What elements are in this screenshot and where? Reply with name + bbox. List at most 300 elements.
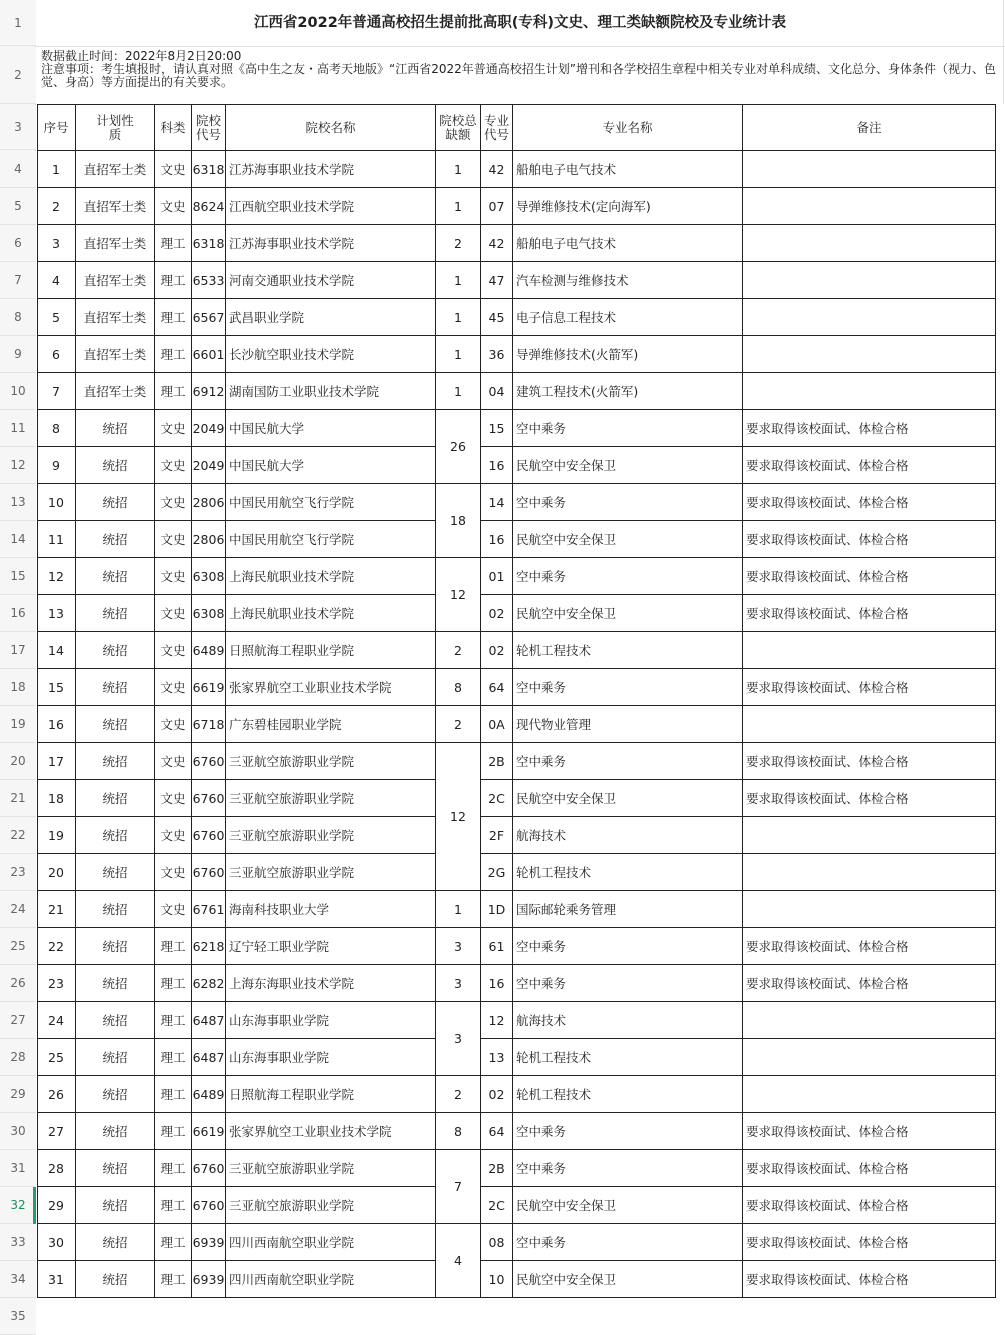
cell-major[interactable]: 民航空中安全保卫 — [516, 790, 617, 806]
cell-plan[interactable]: 统招 — [102, 1160, 128, 1176]
cell-major-code[interactable]: 16 — [488, 457, 505, 473]
cell-major-code[interactable]: 42 — [488, 235, 505, 251]
cell-subject[interactable]: 文史 — [160, 420, 186, 436]
cell-code[interactable]: 6619 — [192, 1123, 225, 1139]
header-total-vacancy[interactable]: 院校总缺额 — [439, 112, 477, 142]
cell-major-code[interactable]: 47 — [488, 272, 505, 288]
cell-total-vacancy[interactable]: 3 — [454, 1031, 462, 1046]
cell-major[interactable]: 轮机工程技术 — [516, 1086, 592, 1102]
cell-code[interactable]: 2049 — [192, 420, 225, 436]
cell-code[interactable]: 6489 — [192, 1086, 225, 1102]
cell-total-vacancy[interactable]: 1 — [454, 272, 462, 288]
cell-school[interactable]: 中国民用航空飞行学院 — [229, 494, 355, 510]
cell-code[interactable]: 6308 — [192, 568, 225, 584]
cell-major-code[interactable]: 2C — [488, 1197, 505, 1213]
cell-major-code[interactable]: 2B — [488, 753, 505, 769]
cell-plan[interactable]: 统招 — [102, 864, 128, 880]
cell-subject[interactable]: 理工 — [160, 346, 186, 362]
cell-remark[interactable] — [743, 854, 995, 891]
cell-remark[interactable]: 要求取得该校面试、体检合格 — [746, 938, 909, 954]
cell-school[interactable]: 四川西南航空职业学院 — [229, 1271, 355, 1287]
cell-major-code[interactable]: 1D — [487, 901, 506, 917]
cell-remark[interactable]: 要求取得该校面试、体检合格 — [746, 568, 909, 584]
cell-subject[interactable]: 文史 — [160, 457, 186, 473]
cell-total-vacancy[interactable]: 26 — [450, 439, 466, 454]
cell-seq[interactable]: 11 — [48, 531, 64, 547]
cell-major-code[interactable]: 02 — [488, 605, 505, 621]
cell-major-code[interactable]: 2C — [488, 790, 505, 806]
cell-remark[interactable]: 要求取得该校面试、体检合格 — [746, 420, 909, 436]
cell-school[interactable]: 中国民用航空飞行学院 — [229, 531, 355, 547]
cell-school[interactable]: 江苏海事职业技术学院 — [229, 235, 355, 251]
cell-plan[interactable]: 直招军士类 — [83, 383, 147, 399]
cell-code[interactable]: 6533 — [192, 272, 225, 288]
cell-seq[interactable]: 20 — [48, 864, 64, 880]
cell-remark[interactable] — [743, 891, 995, 928]
cell-subject[interactable]: 理工 — [160, 1197, 186, 1213]
cell-major-code[interactable]: 16 — [488, 975, 505, 991]
cell-remark[interactable]: 要求取得该校面试、体检合格 — [746, 753, 909, 769]
cell-subject[interactable]: 理工 — [160, 975, 186, 991]
cell-remark[interactable]: 要求取得该校面试、体检合格 — [746, 975, 909, 991]
cell-subject[interactable]: 文史 — [160, 827, 186, 843]
row-number[interactable]: 26 — [0, 965, 36, 1002]
cell-code[interactable]: 6760 — [192, 1160, 225, 1176]
cell-seq[interactable]: 18 — [48, 790, 64, 806]
cell-code[interactable]: 6489 — [192, 642, 225, 658]
cell-plan[interactable]: 直招军士类 — [83, 309, 147, 325]
row-number[interactable]: 2 — [0, 47, 36, 104]
cell-code[interactable]: 6318 — [192, 235, 225, 251]
cell-school[interactable]: 三亚航空旅游职业学院 — [229, 1160, 355, 1176]
cell-seq[interactable]: 12 — [48, 568, 64, 584]
cell-subject[interactable]: 文史 — [160, 605, 186, 621]
cell-code[interactable]: 6912 — [192, 383, 225, 399]
cell-major[interactable]: 航海技术 — [516, 827, 567, 843]
cell-school[interactable]: 三亚航空旅游职业学院 — [229, 827, 355, 843]
header-school-code[interactable]: 院校代号 — [195, 112, 221, 142]
cell-subject[interactable]: 文史 — [160, 198, 186, 214]
cell-major[interactable]: 现代物业管理 — [516, 716, 592, 732]
cell-school[interactable]: 长沙航空职业技术学院 — [229, 346, 355, 362]
cell-seq[interactable]: 21 — [48, 901, 64, 917]
cell-remark[interactable]: 要求取得该校面试、体检合格 — [746, 494, 909, 510]
cell-subject[interactable]: 理工 — [160, 309, 186, 325]
cell-total-vacancy[interactable]: 2 — [454, 716, 462, 732]
cell-seq[interactable]: 23 — [48, 975, 64, 991]
cell-plan[interactable]: 统招 — [102, 753, 128, 769]
header-subject[interactable]: 科类 — [160, 119, 186, 135]
cell-subject[interactable]: 理工 — [160, 272, 186, 288]
cell-school[interactable]: 辽宁轻工职业学院 — [229, 938, 330, 954]
cell-total-vacancy[interactable]: 18 — [450, 513, 466, 528]
row-number[interactable]: 32 — [0, 1187, 36, 1224]
cell-major[interactable]: 船舶电子电气技术 — [516, 161, 617, 177]
cell-major[interactable]: 民航空中安全保卫 — [516, 1271, 617, 1287]
row-number[interactable]: 22 — [0, 817, 36, 854]
cell-seq[interactable]: 9 — [52, 457, 60, 473]
cell-seq[interactable]: 27 — [48, 1123, 64, 1139]
cell-remark[interactable]: 要求取得该校面试、体检合格 — [746, 531, 909, 547]
cell-code[interactable]: 6760 — [192, 1197, 225, 1213]
cell-subject[interactable]: 文史 — [160, 753, 186, 769]
cell-subject[interactable]: 理工 — [160, 1234, 186, 1250]
cell-subject[interactable]: 文史 — [160, 679, 186, 695]
cell-school[interactable]: 海南科技职业大学 — [229, 901, 330, 917]
cell-seq[interactable]: 29 — [48, 1197, 64, 1213]
cell-code[interactable]: 6601 — [192, 346, 225, 362]
cell-major-code[interactable]: 0A — [488, 716, 505, 732]
cell-major[interactable]: 船舶电子电气技术 — [516, 235, 617, 251]
cell-school[interactable]: 三亚航空旅游职业学院 — [229, 864, 355, 880]
cell-major[interactable]: 空中乘务 — [516, 1160, 567, 1176]
cell-total-vacancy[interactable]: 1 — [454, 161, 462, 177]
row-number[interactable]: 11 — [0, 410, 36, 447]
cell-remark[interactable]: 要求取得该校面试、体检合格 — [746, 1123, 909, 1139]
notes-cell[interactable] — [37, 47, 1003, 104]
cell-major-code[interactable]: 16 — [488, 531, 505, 547]
cell-total-vacancy[interactable]: 12 — [450, 809, 466, 824]
cell-remark[interactable] — [743, 632, 995, 669]
cell-subject[interactable]: 理工 — [160, 1271, 186, 1287]
cell-major[interactable]: 民航空中安全保卫 — [516, 531, 617, 547]
cell-plan[interactable]: 统招 — [102, 531, 128, 547]
cell-school[interactable]: 三亚航空旅游职业学院 — [229, 753, 355, 769]
cell-major[interactable]: 空中乘务 — [516, 938, 567, 954]
cell-plan[interactable]: 统招 — [102, 1271, 128, 1287]
cell-seq[interactable]: 15 — [48, 679, 64, 695]
header-major-code[interactable]: 专业代号 — [483, 112, 509, 142]
cell-plan[interactable]: 直招军士类 — [83, 161, 147, 177]
cell-code[interactable]: 6487 — [192, 1012, 225, 1028]
cell-major[interactable]: 汽车检测与维修技术 — [516, 272, 629, 288]
cell-school[interactable]: 广东碧桂园职业学院 — [229, 716, 342, 732]
cell-subject[interactable]: 理工 — [160, 235, 186, 251]
row-number[interactable]: 17 — [0, 632, 36, 669]
cell-remark[interactable]: 要求取得该校面试、体检合格 — [746, 1271, 909, 1287]
row-number[interactable]: 4 — [0, 151, 36, 188]
cell-school[interactable]: 河南交通职业技术学院 — [229, 272, 355, 288]
row-number[interactable]: 25 — [0, 928, 36, 965]
cell-seq[interactable]: 24 — [48, 1012, 64, 1028]
cell-major[interactable]: 航海技术 — [516, 1012, 567, 1028]
cell-code[interactable]: 6318 — [192, 161, 225, 177]
cell-major[interactable]: 轮机工程技术 — [516, 864, 592, 880]
cell-seq[interactable]: 17 — [48, 753, 64, 769]
cell-seq[interactable]: 1 — [52, 161, 60, 177]
cell-major[interactable]: 民航空中安全保卫 — [516, 457, 617, 473]
cell-code[interactable]: 6760 — [192, 790, 225, 806]
cell-major-code[interactable]: 15 — [488, 420, 505, 436]
cell-major-code[interactable]: 36 — [488, 346, 505, 362]
cell-subject[interactable]: 文史 — [160, 716, 186, 732]
cell-school[interactable]: 日照航海工程职业学院 — [229, 642, 355, 658]
cell-total-vacancy[interactable]: 12 — [450, 587, 466, 602]
cell-subject[interactable]: 理工 — [160, 383, 186, 399]
header-remark[interactable]: 备注 — [856, 119, 882, 135]
cell-school[interactable]: 三亚航空旅游职业学院 — [229, 1197, 355, 1213]
cell-plan[interactable]: 统招 — [102, 420, 128, 436]
cell-seq[interactable]: 30 — [48, 1234, 64, 1250]
cell-school[interactable]: 上海民航职业技术学院 — [229, 605, 355, 621]
cell-seq[interactable]: 16 — [48, 716, 64, 732]
cell-major[interactable]: 国际邮轮乘务管理 — [516, 901, 617, 917]
cell-seq[interactable]: 14 — [48, 642, 64, 658]
cell-remark[interactable]: 要求取得该校面试、体检合格 — [746, 790, 909, 806]
cell-seq[interactable]: 2 — [52, 198, 60, 214]
cell-remark[interactable] — [743, 151, 995, 188]
cell-major-code[interactable]: 10 — [488, 1271, 505, 1287]
cell-plan[interactable]: 统招 — [102, 716, 128, 732]
cell-school[interactable]: 山东海事职业学院 — [229, 1012, 330, 1028]
cell-plan[interactable]: 统招 — [102, 1086, 128, 1102]
cell-major-code[interactable]: 2B — [488, 1160, 505, 1176]
cell-total-vacancy[interactable]: 1 — [454, 198, 462, 214]
cell-subject[interactable]: 文史 — [160, 790, 186, 806]
cell-remark[interactable]: 要求取得该校面试、体检合格 — [746, 605, 909, 621]
cell-plan[interactable]: 直招军士类 — [83, 198, 147, 214]
cell-remark[interactable] — [743, 225, 995, 262]
cell-total-vacancy[interactable]: 3 — [454, 975, 462, 991]
cell-seq[interactable]: 7 — [52, 383, 60, 399]
cell-total-vacancy[interactable]: 1 — [454, 901, 462, 917]
cell-remark[interactable] — [743, 336, 995, 373]
cell-total-vacancy[interactable]: 4 — [454, 1253, 462, 1268]
cell-seq[interactable]: 28 — [48, 1160, 64, 1176]
cell-plan[interactable]: 统招 — [102, 975, 128, 991]
cell-total-vacancy[interactable]: 3 — [454, 938, 462, 954]
cell-seq[interactable]: 3 — [52, 235, 60, 251]
cell-remark[interactable] — [743, 373, 995, 410]
cell-school[interactable]: 张家界航空工业职业技术学院 — [229, 1123, 392, 1139]
cell-school[interactable]: 武昌职业学院 — [229, 309, 305, 325]
cell-major[interactable]: 空中乘务 — [516, 568, 567, 584]
cell-total-vacancy[interactable]: 1 — [454, 309, 462, 325]
cell-major[interactable]: 轮机工程技术 — [516, 1049, 592, 1065]
cell-school[interactable]: 湖南国防工业职业技术学院 — [229, 383, 380, 399]
cell-plan[interactable]: 统招 — [102, 1197, 128, 1213]
row-number[interactable]: 3 — [0, 105, 36, 150]
row-number[interactable]: 13 — [0, 484, 36, 521]
cell-subject[interactable]: 理工 — [160, 1086, 186, 1102]
row-number[interactable]: 24 — [0, 891, 36, 928]
cell-code[interactable]: 2806 — [192, 494, 225, 510]
row-number[interactable]: 10 — [0, 373, 36, 410]
row-number[interactable]: 31 — [0, 1150, 36, 1187]
cell-total-vacancy[interactable]: 1 — [454, 383, 462, 399]
row-number[interactable]: 9 — [0, 336, 36, 373]
cell-remark[interactable] — [743, 1039, 995, 1076]
cell-code[interactable]: 6761 — [192, 901, 225, 917]
cell-school[interactable]: 山东海事职业学院 — [229, 1049, 330, 1065]
cell-code[interactable]: 6718 — [192, 716, 225, 732]
row-number[interactable]: 1 — [0, 0, 36, 46]
cell-school[interactable]: 四川西南航空职业学院 — [229, 1234, 355, 1250]
cell-code[interactable]: 6567 — [192, 309, 225, 325]
cell-major-code[interactable]: 14 — [488, 494, 505, 510]
cell-remark[interactable] — [743, 262, 995, 299]
row-number[interactable]: 5 — [0, 188, 36, 225]
row-number[interactable]: 35 — [0, 1298, 36, 1335]
cell-major-code[interactable]: 61 — [488, 938, 505, 954]
row-number[interactable]: 16 — [0, 595, 36, 632]
cell-major[interactable]: 建筑工程技术(火箭军) — [516, 383, 639, 399]
cell-seq[interactable]: 22 — [48, 938, 64, 954]
cell-plan[interactable]: 统招 — [102, 827, 128, 843]
cell-total-vacancy[interactable]: 7 — [454, 1179, 462, 1194]
cell-plan[interactable]: 统招 — [102, 679, 128, 695]
cell-seq[interactable]: 4 — [52, 272, 60, 288]
cell-major[interactable]: 空中乘务 — [516, 679, 567, 695]
cell-plan[interactable]: 统招 — [102, 605, 128, 621]
cell-plan[interactable]: 统招 — [102, 642, 128, 658]
row-number[interactable]: 21 — [0, 780, 36, 817]
cell-school[interactable]: 江苏海事职业技术学院 — [229, 161, 355, 177]
cell-seq[interactable]: 8 — [52, 420, 60, 436]
cell-plan[interactable]: 统招 — [102, 1123, 128, 1139]
sheet-title[interactable]: 江西省2022年普通高校招生提前批高职(专科)文史、理工类缺额院校及专业统计表 — [253, 15, 787, 31]
cell-plan[interactable]: 统招 — [102, 568, 128, 584]
cell-seq[interactable]: 13 — [48, 605, 64, 621]
cell-major-code[interactable]: 12 — [488, 1012, 505, 1028]
cell-school[interactable]: 中国民航大学 — [229, 420, 305, 436]
cell-major-code[interactable]: 02 — [488, 1086, 505, 1102]
row-number[interactable]: 28 — [0, 1039, 36, 1076]
cell-major[interactable]: 空中乘务 — [516, 1123, 567, 1139]
cell-major-code[interactable]: 64 — [488, 679, 505, 695]
cell-remark[interactable] — [743, 1002, 995, 1039]
cell-major-code[interactable]: 45 — [488, 309, 505, 325]
cell-plan[interactable]: 统招 — [102, 1049, 128, 1065]
cell-subject[interactable]: 文史 — [160, 568, 186, 584]
cell-major[interactable]: 民航空中安全保卫 — [516, 605, 617, 621]
cell-school[interactable]: 上海民航职业技术学院 — [229, 568, 355, 584]
row-number[interactable]: 19 — [0, 706, 36, 743]
row-number[interactable]: 14 — [0, 521, 36, 558]
cell-subject[interactable]: 文史 — [160, 901, 186, 917]
cell-major[interactable]: 空中乘务 — [516, 975, 567, 991]
cell-plan[interactable]: 直招军士类 — [83, 272, 147, 288]
cell-seq[interactable]: 6 — [52, 346, 60, 362]
cell-total-vacancy[interactable]: 8 — [454, 1123, 462, 1139]
cell-subject[interactable]: 文史 — [160, 531, 186, 547]
row-number[interactable]: 34 — [0, 1261, 36, 1298]
cell-remark[interactable] — [743, 817, 995, 854]
cell-seq[interactable]: 5 — [52, 309, 60, 325]
row-number[interactable]: 27 — [0, 1002, 36, 1039]
cell-plan[interactable]: 直招军士类 — [83, 346, 147, 362]
cell-subject[interactable]: 理工 — [160, 1049, 186, 1065]
cell-subject[interactable]: 文史 — [160, 161, 186, 177]
cell-code[interactable]: 6939 — [192, 1234, 225, 1250]
row-number[interactable]: 29 — [0, 1076, 36, 1113]
header-school-name[interactable]: 院校名称 — [305, 119, 356, 135]
cell-remark[interactable] — [743, 706, 995, 743]
cell-subject[interactable]: 理工 — [160, 1160, 186, 1176]
cell-major-code[interactable]: 04 — [488, 383, 505, 399]
cell-code[interactable]: 6308 — [192, 605, 225, 621]
cell-major-code[interactable]: 07 — [488, 198, 505, 214]
cell-code[interactable]: 6218 — [192, 938, 225, 954]
cell-school[interactable]: 江西航空职业技术学院 — [229, 198, 355, 214]
cell-plan[interactable]: 统招 — [102, 1234, 128, 1250]
header-major-name[interactable]: 专业名称 — [602, 119, 653, 135]
row-number[interactable]: 15 — [0, 558, 36, 595]
cell-remark[interactable] — [743, 1076, 995, 1113]
cell-subject[interactable]: 文史 — [160, 642, 186, 658]
header-seq[interactable]: 序号 — [43, 119, 69, 135]
cell-code[interactable]: 2049 — [192, 457, 225, 473]
cell-major-code[interactable]: 42 — [488, 161, 505, 177]
cell-major[interactable]: 电子信息工程技术 — [516, 309, 617, 325]
cell-school[interactable]: 张家界航空工业职业技术学院 — [229, 679, 392, 695]
cell-major-code[interactable]: 02 — [488, 642, 505, 658]
cell-subject[interactable]: 理工 — [160, 1012, 186, 1028]
row-number[interactable]: 23 — [0, 854, 36, 891]
cell-remark[interactable]: 要求取得该校面试、体检合格 — [746, 457, 909, 473]
cell-plan[interactable]: 直招军士类 — [83, 235, 147, 251]
cell-code[interactable]: 6939 — [192, 1271, 225, 1287]
cell-total-vacancy[interactable]: 8 — [454, 679, 462, 695]
cell-code[interactable]: 6487 — [192, 1049, 225, 1065]
cell-remark[interactable] — [743, 188, 995, 225]
cell-plan[interactable]: 统招 — [102, 901, 128, 917]
cell-remark[interactable]: 要求取得该校面试、体检合格 — [746, 1160, 909, 1176]
cell-major[interactable]: 空中乘务 — [516, 494, 567, 510]
cell-total-vacancy[interactable]: 1 — [454, 346, 462, 362]
cell-major-code[interactable]: 08 — [488, 1234, 505, 1250]
header-plan[interactable]: 计划性质 — [96, 112, 134, 142]
cell-code[interactable]: 6760 — [192, 753, 225, 769]
cell-total-vacancy[interactable]: 2 — [454, 235, 462, 251]
row-number[interactable]: 8 — [0, 299, 36, 336]
cell-major-code[interactable]: 01 — [488, 568, 505, 584]
cell-subject[interactable]: 理工 — [160, 1123, 186, 1139]
cell-school[interactable]: 日照航海工程职业学院 — [229, 1086, 355, 1102]
row-number[interactable]: 18 — [0, 669, 36, 706]
row-number[interactable]: 30 — [0, 1113, 36, 1150]
cell-total-vacancy[interactable]: 2 — [454, 642, 462, 658]
cell-seq[interactable]: 19 — [48, 827, 64, 843]
cell-code[interactable]: 6619 — [192, 679, 225, 695]
cell-remark[interactable]: 要求取得该校面试、体检合格 — [746, 1234, 909, 1250]
cell-seq[interactable]: 31 — [48, 1271, 64, 1287]
cell-plan[interactable]: 统招 — [102, 938, 128, 954]
cell-plan[interactable]: 统招 — [102, 790, 128, 806]
row-number[interactable]: 7 — [0, 262, 36, 299]
cell-major-code[interactable]: 64 — [488, 1123, 505, 1139]
cell-major[interactable]: 导弹维修技术(定向海军) — [516, 198, 651, 214]
cell-major[interactable]: 民航空中安全保卫 — [516, 1197, 617, 1213]
cell-major-code[interactable]: 2G — [487, 864, 506, 880]
cell-subject[interactable]: 文史 — [160, 494, 186, 510]
cell-major[interactable]: 空中乘务 — [516, 1234, 567, 1250]
cell-remark[interactable]: 要求取得该校面试、体检合格 — [746, 679, 909, 695]
cell-code[interactable]: 8624 — [192, 198, 225, 214]
cell-total-vacancy[interactable]: 2 — [454, 1086, 462, 1102]
cell-subject[interactable]: 文史 — [160, 864, 186, 880]
cell-remark[interactable] — [743, 299, 995, 336]
cell-major[interactable]: 空中乘务 — [516, 420, 567, 436]
row-number[interactable]: 6 — [0, 225, 36, 262]
cell-school[interactable]: 上海东海职业技术学院 — [229, 975, 355, 991]
cell-major[interactable]: 轮机工程技术 — [516, 642, 592, 658]
cell-seq[interactable]: 26 — [48, 1086, 64, 1102]
cell-plan[interactable]: 统招 — [102, 494, 128, 510]
cell-code[interactable]: 2806 — [192, 531, 225, 547]
cell-code[interactable]: 6760 — [192, 827, 225, 843]
cell-seq[interactable]: 25 — [48, 1049, 64, 1065]
